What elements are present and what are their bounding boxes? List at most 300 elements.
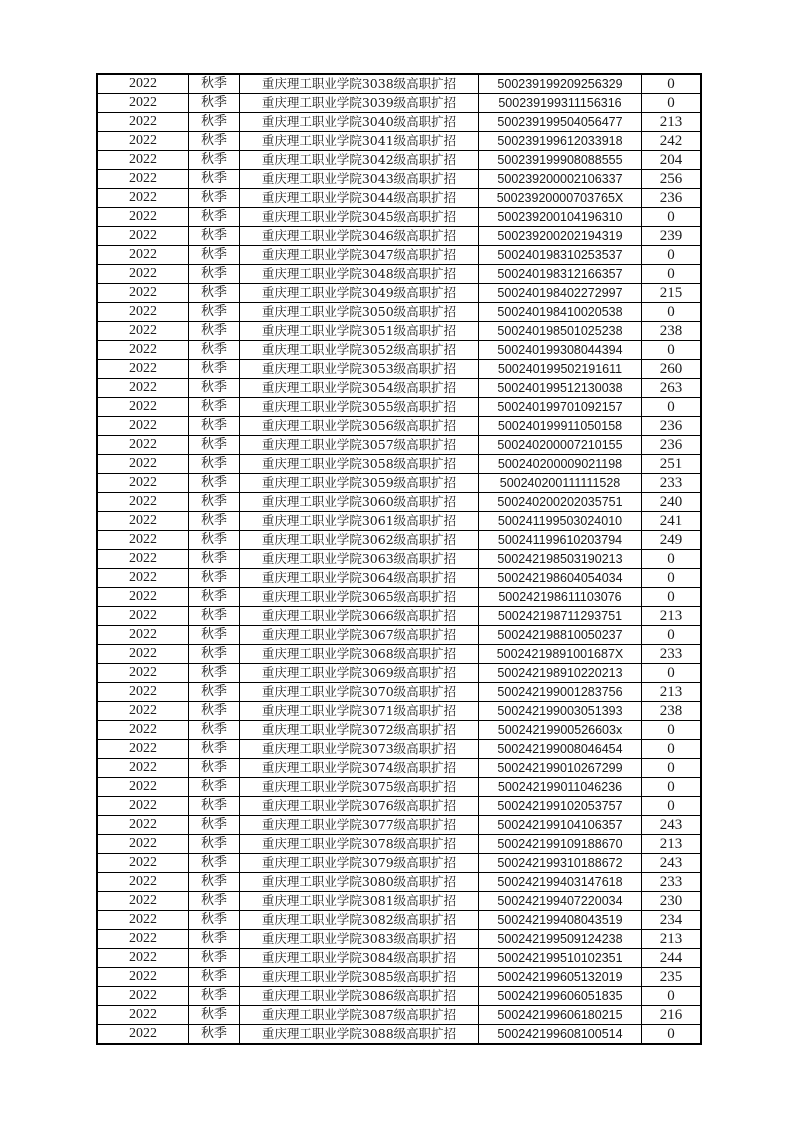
id-number-cell: 500242199606051835: [479, 987, 642, 1006]
season-cell: 秋季: [189, 208, 240, 227]
id-number-cell: 500242198503190213: [479, 550, 642, 569]
id-number-cell: 500240199512130038: [479, 379, 642, 398]
id-number-cell: 500241199610203794: [479, 531, 642, 550]
table-row: [97, 379, 701, 398]
class-name-cell: 重庆理工职业学院3064级高职扩招: [240, 569, 479, 588]
year-cell: 2022: [97, 74, 189, 94]
season-cell: 秋季: [189, 493, 240, 512]
class-name-cell: 重庆理工职业学院3076级高职扩招: [240, 797, 479, 816]
score-cell: 236: [642, 436, 702, 455]
season-cell: 秋季: [189, 246, 240, 265]
class-name-cell: 重庆理工职业学院3069级高职扩招: [240, 664, 479, 683]
table-row: [97, 74, 701, 94]
score-cell: 213: [642, 113, 702, 132]
season-cell: 秋季: [189, 816, 240, 835]
table-row: [97, 531, 701, 550]
score-cell: 238: [642, 702, 702, 721]
id-number-cell: 50024219900526603x: [479, 721, 642, 740]
season-cell: 秋季: [189, 740, 240, 759]
year-cell: 2022: [97, 436, 189, 455]
id-number-cell: 500242199608100514: [479, 1025, 642, 1045]
class-name-cell: 重庆理工职业学院3066级高职扩招: [240, 607, 479, 626]
score-cell: 213: [642, 607, 702, 626]
year-cell: 2022: [97, 246, 189, 265]
id-number-cell: 500240198501025238: [479, 322, 642, 341]
table-row: [97, 303, 701, 322]
season-cell: 秋季: [189, 607, 240, 626]
score-cell: 215: [642, 284, 702, 303]
class-name-cell: 重庆理工职业学院3044级高职扩招: [240, 189, 479, 208]
season-cell: 秋季: [189, 341, 240, 360]
season-cell: 秋季: [189, 265, 240, 284]
year-cell: 2022: [97, 303, 189, 322]
score-cell: 238: [642, 322, 702, 341]
id-number-cell: 500242199109188670: [479, 835, 642, 854]
season-cell: 秋季: [189, 436, 240, 455]
id-number-cell: 500240198312166357: [479, 265, 642, 284]
season-cell: 秋季: [189, 74, 240, 94]
score-cell: 213: [642, 835, 702, 854]
id-number-cell: 500242199008046454: [479, 740, 642, 759]
table-row: [97, 930, 701, 949]
score-cell: 240: [642, 493, 702, 512]
year-cell: 2022: [97, 569, 189, 588]
score-cell: 0: [642, 265, 702, 284]
score-cell: 243: [642, 816, 702, 835]
class-name-cell: 重庆理工职业学院3075级高职扩招: [240, 778, 479, 797]
year-cell: 2022: [97, 208, 189, 227]
score-cell: 263: [642, 379, 702, 398]
score-cell: 204: [642, 151, 702, 170]
year-cell: 2022: [97, 132, 189, 151]
class-name-cell: 重庆理工职业学院3062级高职扩招: [240, 531, 479, 550]
table-row: [97, 474, 701, 493]
table-row: [97, 987, 701, 1006]
class-name-cell: 重庆理工职业学院3038级高职扩招: [240, 74, 479, 94]
season-cell: 秋季: [189, 132, 240, 151]
class-name-cell: 重庆理工职业学院3058级高职扩招: [240, 455, 479, 474]
score-cell: 0: [642, 398, 702, 417]
table-row: [97, 227, 701, 246]
class-name-cell: 重庆理工职业学院3052级高职扩招: [240, 341, 479, 360]
score-cell: 236: [642, 417, 702, 436]
season-cell: 秋季: [189, 303, 240, 322]
table-row: [97, 702, 701, 721]
year-cell: 2022: [97, 949, 189, 968]
season-cell: 秋季: [189, 873, 240, 892]
season-cell: 秋季: [189, 474, 240, 493]
table-row: [97, 284, 701, 303]
class-name-cell: 重庆理工职业学院3068级高职扩招: [240, 645, 479, 664]
class-name-cell: 重庆理工职业学院3053级高职扩招: [240, 360, 479, 379]
year-cell: 2022: [97, 379, 189, 398]
id-number-cell: 500242198604054034: [479, 569, 642, 588]
class-name-cell: 重庆理工职业学院3042级高职扩招: [240, 151, 479, 170]
season-cell: 秋季: [189, 455, 240, 474]
score-cell: 230: [642, 892, 702, 911]
class-name-cell: 重庆理工职业学院3040级高职扩招: [240, 113, 479, 132]
id-number-cell: 500240200007210155: [479, 436, 642, 455]
table-row: [97, 569, 701, 588]
table-row: [97, 94, 701, 113]
table-row: [97, 740, 701, 759]
year-cell: 2022: [97, 702, 189, 721]
year-cell: 2022: [97, 189, 189, 208]
season-cell: 秋季: [189, 569, 240, 588]
class-name-cell: 重庆理工职业学院3059级高职扩招: [240, 474, 479, 493]
year-cell: 2022: [97, 94, 189, 113]
year-cell: 2022: [97, 626, 189, 645]
id-number-cell: 500240198402272997: [479, 284, 642, 303]
table-row: [97, 322, 701, 341]
id-number-cell: 500242199104106357: [479, 816, 642, 835]
year-cell: 2022: [97, 531, 189, 550]
score-cell: 0: [642, 778, 702, 797]
season-cell: 秋季: [189, 778, 240, 797]
year-cell: 2022: [97, 740, 189, 759]
table-row: [97, 892, 701, 911]
table-row: [97, 436, 701, 455]
class-name-cell: 重庆理工职业学院3071级高职扩招: [240, 702, 479, 721]
class-name-cell: 重庆理工职业学院3039级高职扩招: [240, 94, 479, 113]
class-name-cell: 重庆理工职业学院3086级高职扩招: [240, 987, 479, 1006]
score-cell: 0: [642, 797, 702, 816]
year-cell: 2022: [97, 227, 189, 246]
id-number-cell: 500242199408043519: [479, 911, 642, 930]
score-cell: 233: [642, 645, 702, 664]
year-cell: 2022: [97, 417, 189, 436]
year-cell: 2022: [97, 588, 189, 607]
class-name-cell: 重庆理工职业学院3056级高职扩招: [240, 417, 479, 436]
score-cell: 0: [642, 664, 702, 683]
table-row: [97, 721, 701, 740]
score-cell: 0: [642, 94, 702, 113]
class-name-cell: 重庆理工职业学院3079级高职扩招: [240, 854, 479, 873]
id-number-cell: 500240199701092157: [479, 398, 642, 417]
id-number-cell: 500239200104196310: [479, 208, 642, 227]
year-cell: 2022: [97, 360, 189, 379]
class-name-cell: 重庆理工职业学院3054级高职扩招: [240, 379, 479, 398]
class-name-cell: 重庆理工职业学院3087级高职扩招: [240, 1006, 479, 1025]
id-number-cell: 500240200202035751: [479, 493, 642, 512]
year-cell: 2022: [97, 1006, 189, 1025]
season-cell: 秋季: [189, 170, 240, 189]
score-cell: 0: [642, 341, 702, 360]
table-row: [97, 417, 701, 436]
season-cell: 秋季: [189, 284, 240, 303]
year-cell: 2022: [97, 911, 189, 930]
score-cell: 249: [642, 531, 702, 550]
class-name-cell: 重庆理工职业学院3085级高职扩招: [240, 968, 479, 987]
table-row: [97, 246, 701, 265]
id-number-cell: 500240198410020538: [479, 303, 642, 322]
season-cell: 秋季: [189, 759, 240, 778]
score-cell: 233: [642, 474, 702, 493]
id-number-cell: 500242199510102351: [479, 949, 642, 968]
season-cell: 秋季: [189, 588, 240, 607]
table-row: [97, 645, 701, 664]
season-cell: 秋季: [189, 683, 240, 702]
table-row: [97, 968, 701, 987]
year-cell: 2022: [97, 683, 189, 702]
class-name-cell: 重庆理工职业学院3060级高职扩招: [240, 493, 479, 512]
season-cell: 秋季: [189, 968, 240, 987]
id-number-cell: 500239200002106337: [479, 170, 642, 189]
year-cell: 2022: [97, 512, 189, 531]
id-number-cell: 500242199407220034: [479, 892, 642, 911]
id-number-cell: 500241199503024010: [479, 512, 642, 531]
score-cell: 244: [642, 949, 702, 968]
year-cell: 2022: [97, 113, 189, 132]
table-row: [97, 512, 701, 531]
id-number-cell: 500242199001283756: [479, 683, 642, 702]
score-cell: 235: [642, 968, 702, 987]
table-row: [97, 854, 701, 873]
score-cell: 0: [642, 740, 702, 759]
table-row: [97, 265, 701, 284]
year-cell: 2022: [97, 607, 189, 626]
class-name-cell: 重庆理工职业学院3055级高职扩招: [240, 398, 479, 417]
class-name-cell: 重庆理工职业学院3080级高职扩招: [240, 873, 479, 892]
score-cell: 0: [642, 246, 702, 265]
class-name-cell: 重庆理工职业学院3051级高职扩招: [240, 322, 479, 341]
id-number-cell: 500242199403147618: [479, 873, 642, 892]
table-row: [97, 170, 701, 189]
id-number-cell: 500242198910220213: [479, 664, 642, 683]
score-cell: 239: [642, 227, 702, 246]
class-name-cell: 重庆理工职业学院3082级高职扩招: [240, 911, 479, 930]
class-name-cell: 重庆理工职业学院3043级高职扩招: [240, 170, 479, 189]
table-row: [97, 493, 701, 512]
season-cell: 秋季: [189, 645, 240, 664]
year-cell: 2022: [97, 892, 189, 911]
year-cell: 2022: [97, 873, 189, 892]
class-name-cell: 重庆理工职业学院3081级高职扩招: [240, 892, 479, 911]
id-number-cell: 500242199509124238: [479, 930, 642, 949]
score-cell: 236: [642, 189, 702, 208]
score-cell: 0: [642, 303, 702, 322]
class-name-cell: 重庆理工职业学院3041级高职扩招: [240, 132, 479, 151]
year-cell: 2022: [97, 664, 189, 683]
year-cell: 2022: [97, 797, 189, 816]
season-cell: 秋季: [189, 322, 240, 341]
season-cell: 秋季: [189, 702, 240, 721]
score-cell: 0: [642, 987, 702, 1006]
table-row: [97, 132, 701, 151]
table-row: [97, 1025, 701, 1045]
table-row: [97, 911, 701, 930]
table-row: [97, 588, 701, 607]
season-cell: 秋季: [189, 949, 240, 968]
class-name-cell: 重庆理工职业学院3047级高职扩招: [240, 246, 479, 265]
year-cell: 2022: [97, 1025, 189, 1045]
class-name-cell: 重庆理工职业学院3088级高职扩招: [240, 1025, 479, 1045]
score-cell: 0: [642, 74, 702, 94]
class-name-cell: 重庆理工职业学院3070级高职扩招: [240, 683, 479, 702]
class-name-cell: 重庆理工职业学院3061级高职扩招: [240, 512, 479, 531]
class-name-cell: 重庆理工职业学院3049级高职扩招: [240, 284, 479, 303]
season-cell: 秋季: [189, 797, 240, 816]
id-number-cell: 500239199209256329: [479, 74, 642, 94]
year-cell: 2022: [97, 455, 189, 474]
year-cell: 2022: [97, 151, 189, 170]
score-cell: 0: [642, 721, 702, 740]
id-number-cell: 500240200009021198: [479, 455, 642, 474]
year-cell: 2022: [97, 284, 189, 303]
season-cell: 秋季: [189, 550, 240, 569]
table-row: [97, 626, 701, 645]
season-cell: 秋季: [189, 1006, 240, 1025]
season-cell: 秋季: [189, 94, 240, 113]
class-name-cell: 重庆理工职业学院3077级高职扩招: [240, 816, 479, 835]
score-cell: 241: [642, 512, 702, 531]
year-cell: 2022: [97, 645, 189, 664]
season-cell: 秋季: [189, 113, 240, 132]
id-number-cell: 500242199010267299: [479, 759, 642, 778]
table-row: [97, 151, 701, 170]
season-cell: 秋季: [189, 227, 240, 246]
table-row: [97, 208, 701, 227]
score-cell: 251: [642, 455, 702, 474]
table-row: [97, 873, 701, 892]
table-row: [97, 607, 701, 626]
id-number-cell: 500240200111111528: [479, 474, 642, 493]
table-row: [97, 759, 701, 778]
score-cell: 243: [642, 854, 702, 873]
table-row: [97, 360, 701, 379]
year-cell: 2022: [97, 721, 189, 740]
id-number-cell: 500239199908088555: [479, 151, 642, 170]
score-cell: 0: [642, 569, 702, 588]
season-cell: 秋季: [189, 721, 240, 740]
year-cell: 2022: [97, 341, 189, 360]
class-name-cell: 重庆理工职业学院3065级高职扩招: [240, 588, 479, 607]
year-cell: 2022: [97, 170, 189, 189]
season-cell: 秋季: [189, 512, 240, 531]
id-number-cell: 500242199605132019: [479, 968, 642, 987]
season-cell: 秋季: [189, 360, 240, 379]
year-cell: 2022: [97, 930, 189, 949]
season-cell: 秋季: [189, 664, 240, 683]
id-number-cell: 500242199011046236: [479, 778, 642, 797]
season-cell: 秋季: [189, 911, 240, 930]
id-number-cell: 500240199911050158: [479, 417, 642, 436]
class-name-cell: 重庆理工职业学院3050级高职扩招: [240, 303, 479, 322]
id-number-cell: 500242198711293751: [479, 607, 642, 626]
season-cell: 秋季: [189, 398, 240, 417]
score-cell: 242: [642, 132, 702, 151]
year-cell: 2022: [97, 398, 189, 417]
season-cell: 秋季: [189, 987, 240, 1006]
class-name-cell: 重庆理工职业学院3048级高职扩招: [240, 265, 479, 284]
year-cell: 2022: [97, 968, 189, 987]
score-cell: 216: [642, 1006, 702, 1025]
id-number-cell: 500242199606180215: [479, 1006, 642, 1025]
year-cell: 2022: [97, 816, 189, 835]
id-number-cell: 50024219891001687X: [479, 645, 642, 664]
season-cell: 秋季: [189, 1025, 240, 1045]
season-cell: 秋季: [189, 151, 240, 170]
table-row: [97, 797, 701, 816]
table-row: [97, 398, 701, 417]
year-cell: 2022: [97, 854, 189, 873]
year-cell: 2022: [97, 759, 189, 778]
id-number-cell: 500242198810050237: [479, 626, 642, 645]
score-cell: 260: [642, 360, 702, 379]
id-number-cell: 500242199310188672: [479, 854, 642, 873]
class-name-cell: 重庆理工职业学院3046级高职扩招: [240, 227, 479, 246]
score-cell: 0: [642, 626, 702, 645]
score-cell: 0: [642, 550, 702, 569]
score-cell: 233: [642, 873, 702, 892]
id-number-cell: 500242199102053757: [479, 797, 642, 816]
table-row: [97, 455, 701, 474]
id-number-cell: 500239199311156316: [479, 94, 642, 113]
table-row: [97, 835, 701, 854]
score-table: [96, 73, 702, 1045]
table-row: [97, 341, 701, 360]
class-name-cell: 重庆理工职业学院3083级高职扩招: [240, 930, 479, 949]
class-name-cell: 重庆理工职业学院3084级高职扩招: [240, 949, 479, 968]
score-cell: 0: [642, 1025, 702, 1045]
id-number-cell: 500240199502191611: [479, 360, 642, 379]
score-cell: 213: [642, 930, 702, 949]
class-name-cell: 重庆理工职业学院3057级高职扩招: [240, 436, 479, 455]
id-number-cell: 50023920000703765X: [479, 189, 642, 208]
id-number-cell: 500240198310253537: [479, 246, 642, 265]
table-row: [97, 189, 701, 208]
table-row: [97, 664, 701, 683]
id-number-cell: 500239199612033918: [479, 132, 642, 151]
season-cell: 秋季: [189, 930, 240, 949]
class-name-cell: 重庆理工职业学院3067级高职扩招: [240, 626, 479, 645]
table-row: [97, 1006, 701, 1025]
table-row: [97, 949, 701, 968]
class-name-cell: 重庆理工职业学院3045级高职扩招: [240, 208, 479, 227]
season-cell: 秋季: [189, 189, 240, 208]
table-row: [97, 113, 701, 132]
season-cell: 秋季: [189, 854, 240, 873]
season-cell: 秋季: [189, 379, 240, 398]
season-cell: 秋季: [189, 626, 240, 645]
class-name-cell: 重庆理工职业学院3074级高职扩招: [240, 759, 479, 778]
score-cell: 0: [642, 759, 702, 778]
class-name-cell: 重庆理工职业学院3072级高职扩招: [240, 721, 479, 740]
score-cell: 256: [642, 170, 702, 189]
year-cell: 2022: [97, 987, 189, 1006]
id-number-cell: 500242198611103076: [479, 588, 642, 607]
year-cell: 2022: [97, 778, 189, 797]
table-row: [97, 550, 701, 569]
id-number-cell: 500240199308044394: [479, 341, 642, 360]
year-cell: 2022: [97, 265, 189, 284]
class-name-cell: 重庆理工职业学院3073级高职扩招: [240, 740, 479, 759]
id-number-cell: 500239199504056477: [479, 113, 642, 132]
year-cell: 2022: [97, 474, 189, 493]
season-cell: 秋季: [189, 892, 240, 911]
year-cell: 2022: [97, 493, 189, 512]
table-row: [97, 778, 701, 797]
table-row: [97, 683, 701, 702]
year-cell: 2022: [97, 550, 189, 569]
class-name-cell: 重庆理工职业学院3078级高职扩招: [240, 835, 479, 854]
id-number-cell: 500242199003051393: [479, 702, 642, 721]
class-name-cell: 重庆理工职业学院3063级高职扩招: [240, 550, 479, 569]
season-cell: 秋季: [189, 835, 240, 854]
season-cell: 秋季: [189, 531, 240, 550]
table-row: [97, 816, 701, 835]
score-cell: 234: [642, 911, 702, 930]
